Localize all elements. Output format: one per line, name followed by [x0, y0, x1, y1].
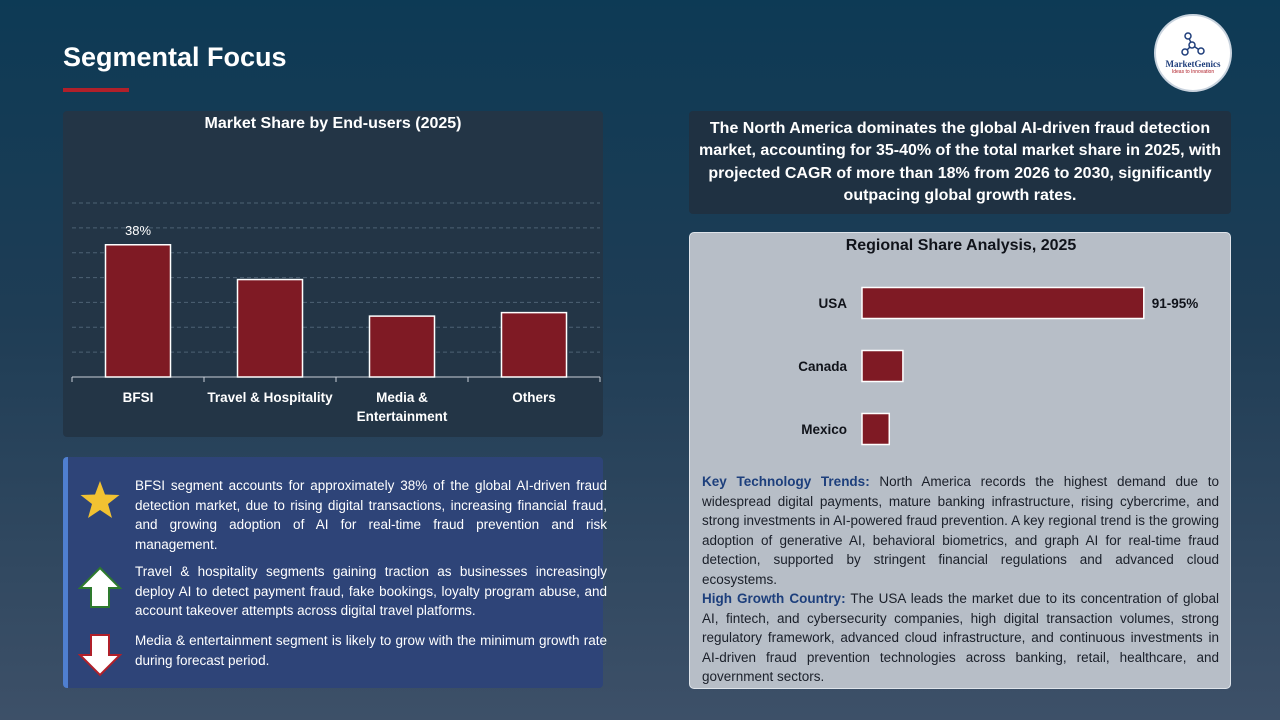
- bar-mexico: [862, 414, 889, 445]
- category-label: Media &: [376, 390, 428, 405]
- category-label: Canada: [798, 359, 847, 374]
- regional-share-panel: [689, 232, 1231, 689]
- bar-bfsi: [106, 245, 171, 377]
- growth-label: High Growth Country:: [702, 591, 846, 606]
- down-arrow-icon: [78, 633, 122, 677]
- bar-travel-hospitality: [238, 280, 303, 377]
- bar-canada: [862, 351, 903, 382]
- insight-text: BFSI segment accounts for approximately 38% of the global AI-driven fraud detection market, due to rising digital transactions, increasing financial fraud, and growing adoption of AI for real-time fraud prevention and risk management.: [135, 478, 607, 552]
- regional-bar-chart: [690, 233, 1232, 468]
- end-user-bar-chart: [63, 111, 603, 437]
- trends-label: Key Technology Trends:: [702, 474, 870, 489]
- page-title: Segmental Focus: [63, 42, 287, 72]
- insights-panel: [63, 457, 607, 688]
- regional-notes: [702, 472, 1219, 687]
- network-icon: [1180, 31, 1206, 57]
- category-label: BFSI: [122, 390, 154, 405]
- category-label: Others: [512, 390, 556, 405]
- end-user-chart-panel: [63, 111, 603, 437]
- company-logo: [1154, 14, 1232, 92]
- trends-text: North America records the highest demand due to widespread digital payments, mature banking infrastructure, rising cybercrime, and strong investments in AI-powered fraud prevention. A key regional trend is the growing adoption of generative AI, behavioral biometrics, and graph AI for real-time fraud detection, supported by stringent financial regulations and advanced cloud ecosystems.: [702, 474, 1219, 587]
- category-label: Entertainment: [356, 409, 448, 424]
- insight-text: Travel & hospitality segments gaining traction as businesses increasingly deploy AI to detect payment fraud, fake bookings, loyalty program abuse, and account takeover attempts across digital travel platforms.: [135, 564, 607, 618]
- bar-usa: [862, 288, 1144, 319]
- logo-name: MarketGenics: [1165, 59, 1221, 69]
- logo-tagline: Ideas to Innovation: [1171, 69, 1215, 75]
- bar-others: [502, 313, 567, 377]
- bar-media-entertainment: [370, 316, 435, 377]
- category-label: Travel & Hospitality: [207, 390, 333, 405]
- category-label: Mexico: [801, 422, 847, 437]
- end-user-chart-title: Market Share by End-users (2025): [204, 115, 462, 132]
- up-arrow-icon: [78, 566, 122, 610]
- category-label: USA: [818, 296, 847, 311]
- insight-text: Media & entertainment segment is likely to grow with the minimum growth rate during forecast period.: [135, 633, 607, 668]
- data-label: 91-95%: [1151, 296, 1199, 311]
- title-underline: [63, 88, 129, 92]
- growth-text: The USA leads the market due to its concentration of global AI, fintech, and cybersecurity companies, high digital transaction volumes, strong regulatory framework, advanced cloud infrastructure, and continuous investments in AI-driven fraud prevention technologies across banking, retail, healthcare, and government sectors.: [702, 591, 1220, 684]
- regional-chart-title: Regional Share Analysis, 2025: [845, 237, 1077, 254]
- callout-text: The North America dominates the global AI-driven fraud detection market, accounting for 35-40% of the total market share in 2025, with projected CAGR of more than 18% from 2026 to 2030, significantly outpacing global growth rates.: [699, 119, 1221, 204]
- north-america-callout: [689, 111, 1231, 214]
- data-label: 38%: [124, 222, 152, 238]
- star-icon: [78, 478, 122, 522]
